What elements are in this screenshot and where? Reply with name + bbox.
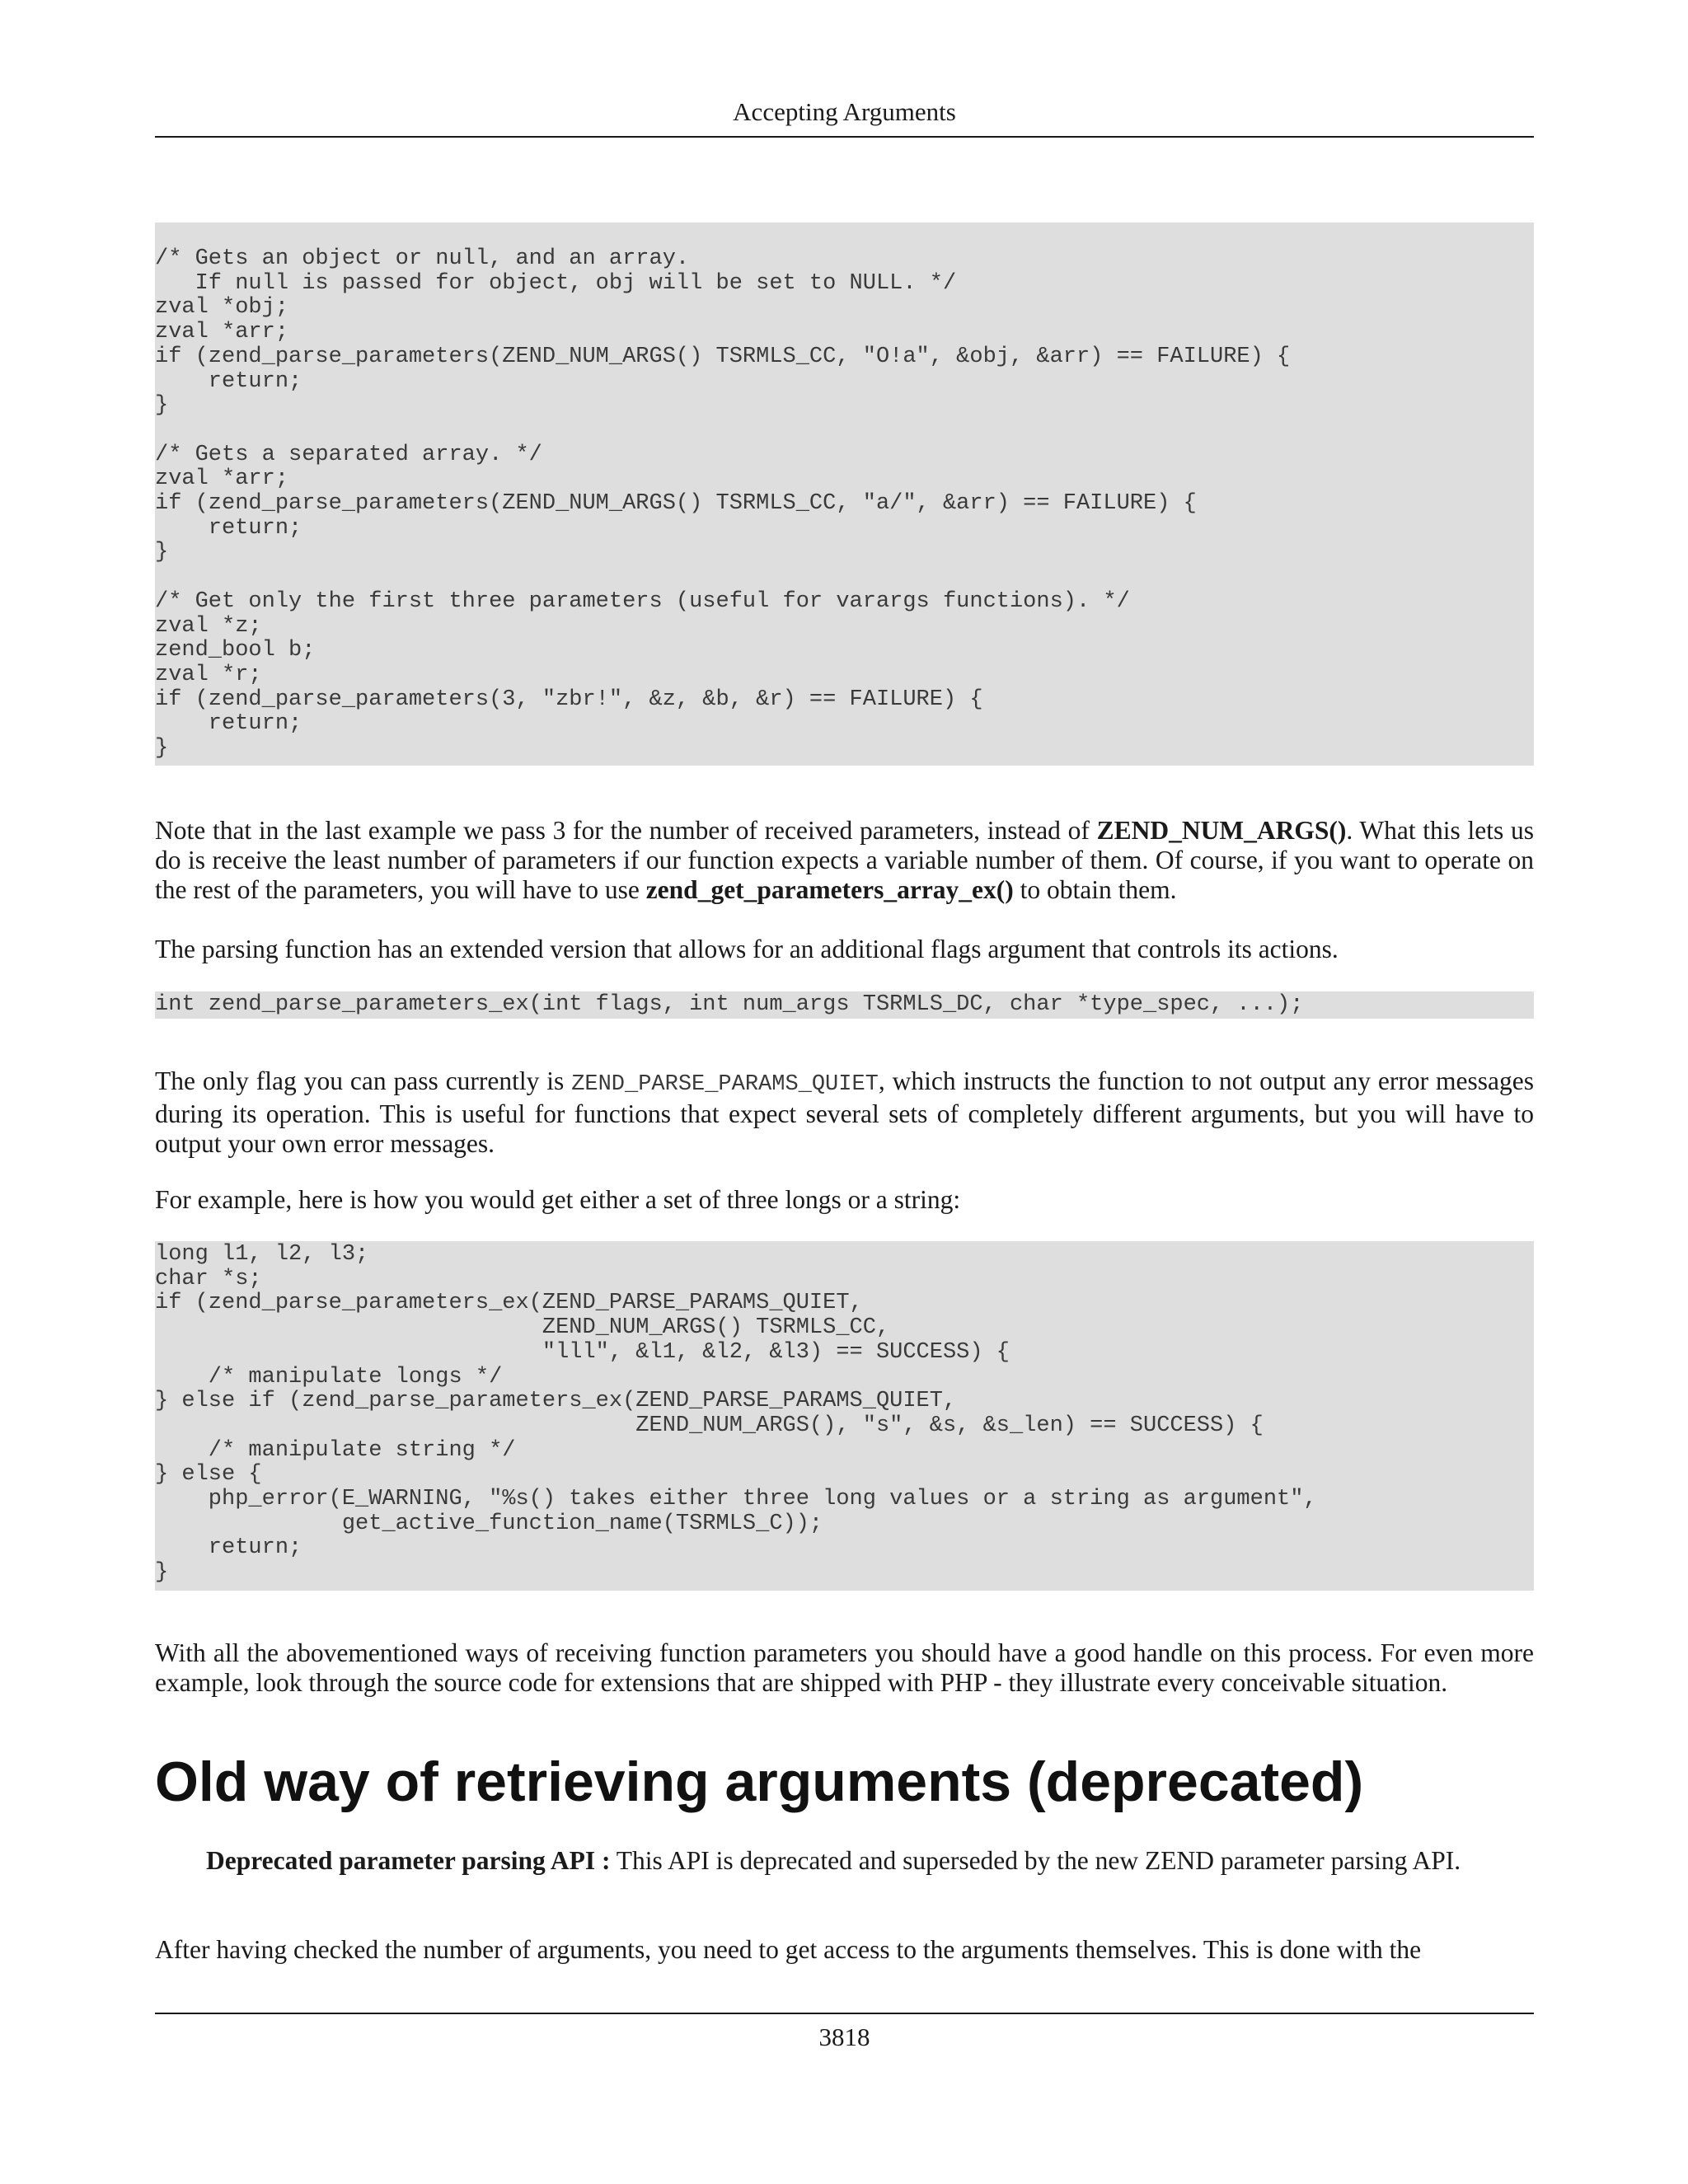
paragraph-text: The only flag you can pass currently is bbox=[155, 1066, 572, 1095]
paragraph-num-args-note bbox=[155, 816, 1534, 905]
note-text: This API is deprecated and superseded by the new ZEND parameter parsing API. bbox=[610, 1846, 1461, 1875]
header-rule bbox=[155, 136, 1534, 138]
inline-function-name: zend_get_parameters_array_ex() bbox=[645, 875, 1014, 904]
paragraph-extended-version: The parsing function has an extended version that allows for an additional flags argument that controls its actions. bbox=[155, 935, 1339, 963]
code-block-signature: int zend_parse_parameters_ex(int flags, int num_args TSRMLS_DC, char *type_spec, ...); bbox=[155, 991, 1534, 1019]
running-header: Accepting Arguments bbox=[733, 97, 956, 126]
section-heading: Old way of retrieving arguments (deprecated) bbox=[155, 1750, 1364, 1813]
paragraph-text: , which instructs the function to not output any error messages during its operation. This is useful for functions that expect several sets of completely different arguments, but you will have to output your own error messages. bbox=[155, 1066, 1534, 1158]
footer-rule bbox=[155, 2013, 1534, 2014]
inline-constant: ZEND_PARSE_PARAMS_QUIET bbox=[571, 1072, 879, 1097]
paragraph-text: to obtain them. bbox=[1013, 875, 1177, 904]
paragraph-text: . What this lets us do is receive the least number of parameters if our function expects a variable number of them. Of course, if you want to operate on the rest of the parameters, you will have to use bbox=[155, 816, 1534, 904]
note-label: Deprecated parameter parsing API : bbox=[206, 1846, 611, 1875]
paragraph-quiet-flag bbox=[155, 1066, 1534, 1159]
page-number: 3818 bbox=[818, 2022, 870, 2051]
document-page bbox=[155, 0, 1534, 2184]
paragraph-access-arguments: After having checked the number of arguments, you need to get access to the arguments themselves. This is done with the bbox=[155, 1935, 1422, 1964]
deprecation-note bbox=[206, 1846, 1489, 1876]
inline-function-name: ZEND_NUM_ARGS() bbox=[1096, 816, 1347, 845]
paragraph-summary: With all the abovementioned ways of receiving function parameters you should have a good handle on this process. For even more example, look through the source code for extensions that are shipped with PHP - they illustrate every conceivable situation. bbox=[155, 1638, 1534, 1697]
code-block-parse-examples: /* Gets an object or null, and an array. If null is passed for object, obj will be set to NULL. */ zval *obj; zval *arr; if (zend_parse_parameters(ZEND_NUM_ARGS() TSRMLS_CC, "O!a", &obj, &arr) == FAILURE) { return; } /* Gets a separated array. */ zval *arr; if (zend_parse_parameters(ZEND_NUM_ARGS() TSRMLS_CC, "a/", &arr) == FAILURE) { return; } /* Get only the first three parameters (useful for varargs functions). */ zval *z; zend_bool b; zval *r; if (zend_parse_parameters(3, "zbr!", &z, &b, &r) == FAILURE) { return; } bbox=[155, 223, 1534, 766]
paragraph-text: Note that in the last example we pass 3 for the number of received parameters, instead of bbox=[155, 816, 1097, 845]
paragraph-example-intro: For example, here is how you would get either a set of three longs or a string: bbox=[155, 1185, 961, 1214]
code-block-longs-or-string: long l1, l2, l3; char *s; if (zend_parse_parameters_ex(ZEND_PARSE_PARAMS_QUIET, ZEND_NUM_ARGS() TSRMLS_CC, "lll", &l1, &l2, &l3) == SUCCESS) { /* manipulate longs */ } else if (zend_parse_parameters_ex(ZEND_PARSE_PARAMS_QUIET, ZEND_NUM_ARGS(), "s", &s, &s_len) == SUCCESS) { /* manipulate string */ } else { php_error(E_WARNING, "%s() takes either three long values or a string as argument", get_active_function_name(TSRMLS_C)); return; } bbox=[155, 1241, 1534, 1591]
